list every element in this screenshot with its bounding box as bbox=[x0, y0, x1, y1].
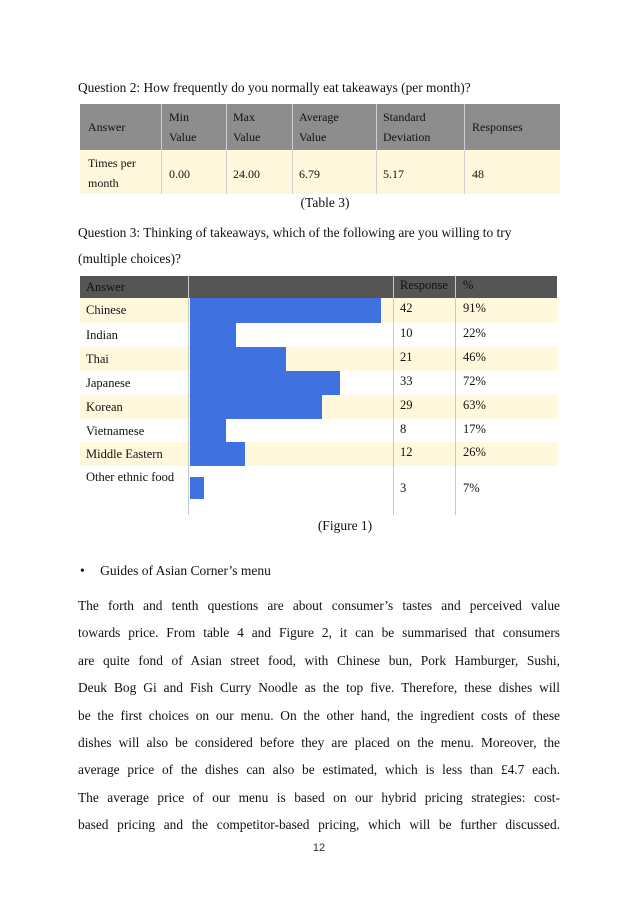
category-label: Middle Eastern bbox=[86, 447, 163, 461]
response-value: 42 bbox=[400, 301, 413, 315]
response-value: 8 bbox=[400, 422, 407, 436]
chart-row bbox=[80, 395, 557, 419]
bar bbox=[190, 371, 340, 395]
header-response: Response bbox=[400, 278, 448, 292]
response-value: 29 bbox=[400, 398, 413, 412]
column-divider bbox=[226, 104, 227, 194]
category-label: Japanese bbox=[86, 376, 131, 390]
figure-1-chart bbox=[80, 276, 557, 515]
chart-row bbox=[80, 347, 557, 371]
percent-value: 26% bbox=[463, 445, 486, 459]
chart-row bbox=[80, 298, 557, 323]
bullet-symbol: • bbox=[80, 563, 85, 578]
body-paragraph bbox=[78, 592, 560, 839]
percent-value: 17% bbox=[463, 422, 486, 436]
column-divider bbox=[376, 104, 377, 194]
table-3-caption: (Table 3) bbox=[300, 195, 350, 210]
category-label: Indian bbox=[86, 328, 118, 342]
bullet-text: Guides of Asian Corner’s menu bbox=[100, 563, 271, 578]
cell-responses: 48 bbox=[472, 167, 484, 181]
bar bbox=[190, 298, 381, 323]
column-divider bbox=[464, 104, 465, 194]
paragraph-line: dishes will also be considered before they are placed on the menu. Moreover, the bbox=[78, 735, 560, 751]
chart-row bbox=[80, 442, 557, 466]
table-row bbox=[80, 150, 560, 194]
column-divider bbox=[292, 104, 293, 194]
paragraph-line: The average price of our menu is based on our hybrid pricing strategies: cost- bbox=[78, 789, 560, 805]
bar bbox=[190, 347, 286, 371]
percent-value: 7% bbox=[463, 481, 480, 495]
paragraph-line: Deuk Bog Gi and Fish Curry Noodle as the top five. Therefore, these dishes will bbox=[78, 680, 560, 696]
paragraph-line: be the first choices on our menu. On the other hand, the ingredient costs of these bbox=[78, 707, 560, 723]
column-divider bbox=[455, 276, 456, 515]
category-label: Thai bbox=[86, 352, 109, 366]
header-max-value: Max Value bbox=[233, 110, 261, 144]
figure-1-caption: (Figure 1) bbox=[317, 518, 373, 533]
header-standard-deviation: Standard Deviation bbox=[383, 110, 431, 144]
column-divider bbox=[188, 276, 189, 515]
bar bbox=[190, 477, 204, 499]
cell-answer: Times per month bbox=[88, 156, 136, 190]
paragraph-line: are quite fond of Asian street food, with Chinese bun, Pork Hamburger, Sushi, bbox=[78, 652, 560, 668]
response-value: 3 bbox=[400, 481, 407, 495]
bar bbox=[190, 419, 226, 442]
cell-average: 6.79 bbox=[299, 167, 320, 181]
column-divider bbox=[161, 104, 162, 194]
header-percent: % bbox=[463, 278, 474, 292]
chart-row bbox=[80, 466, 557, 515]
percent-value: 63% bbox=[463, 398, 486, 412]
category-label: Vietnamese bbox=[86, 424, 145, 438]
paragraph-line: towards price. From table 4 and Figure 2, it can be summarised that consumers bbox=[78, 625, 560, 641]
category-label: Other ethnic food bbox=[86, 470, 175, 484]
header-responses: Responses bbox=[472, 120, 523, 134]
category-label: Chinese bbox=[86, 303, 127, 317]
chart-row bbox=[80, 323, 557, 347]
response-value: 12 bbox=[400, 445, 413, 459]
paragraph-line: average price of the dishes can also be estimated, which is less than £4.7 each. bbox=[78, 762, 560, 778]
bar bbox=[190, 395, 322, 419]
page-number: 12 bbox=[312, 842, 326, 854]
category-label: Korean bbox=[86, 400, 123, 414]
percent-value: 72% bbox=[463, 374, 486, 388]
response-value: 33 bbox=[400, 374, 413, 388]
paragraph-line: based pricing and the competitor-based pricing, which will be further discussed. bbox=[78, 817, 560, 833]
chart-row bbox=[80, 419, 557, 442]
cell-std-dev: 5.17 bbox=[383, 167, 404, 181]
percent-value: 22% bbox=[463, 326, 486, 340]
figure-header bbox=[80, 276, 557, 298]
percent-value: 91% bbox=[463, 301, 486, 315]
header-answer: Answer bbox=[88, 120, 126, 134]
response-value: 10 bbox=[400, 326, 413, 340]
question-3-line-1: Question 3: Thinking of takeaways, which of the following are you willing to try bbox=[78, 225, 512, 240]
header-min-value: Min Value bbox=[169, 110, 197, 144]
header-average-value: Average Value bbox=[299, 110, 339, 144]
percent-value: 46% bbox=[463, 350, 486, 364]
bar bbox=[190, 442, 245, 466]
bullet-heading bbox=[80, 563, 271, 579]
bar bbox=[190, 323, 236, 347]
chart-row bbox=[80, 371, 557, 395]
response-value: 21 bbox=[400, 350, 413, 364]
table-3 bbox=[80, 104, 560, 194]
question-2: Question 2: How frequently do you normally eat takeaways (per month)? bbox=[78, 80, 471, 95]
paragraph-line: The forth and tenth questions are about consumer’s tastes and perceived value bbox=[78, 598, 560, 613]
column-divider bbox=[393, 276, 394, 515]
header-answer: Answer bbox=[86, 280, 125, 294]
cell-max: 24.00 bbox=[233, 167, 260, 181]
question-3-line-2: (multiple choices)? bbox=[78, 251, 181, 266]
cell-min: 0.00 bbox=[169, 167, 190, 181]
